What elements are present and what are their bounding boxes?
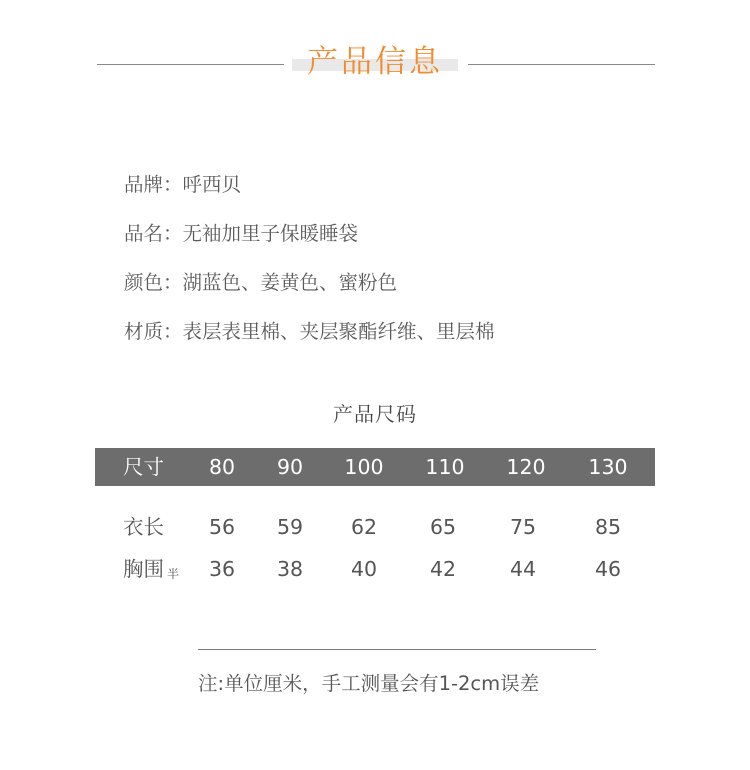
table-cell: 75 (509, 515, 537, 539)
table-cell: 59 (276, 515, 304, 539)
row-label: 胸围 半 (123, 557, 180, 581)
row-label: 衣长 (123, 515, 164, 539)
table-cell: 56 (208, 515, 236, 539)
header-rule-left (97, 64, 284, 65)
table-row (95, 509, 655, 545)
table-cell: 44 (509, 557, 537, 581)
table-cell: 85 (594, 515, 622, 539)
half-unit-mark: 半 (167, 567, 180, 581)
header-label: 尺寸 (123, 455, 164, 479)
header-rule-right (468, 64, 655, 65)
info-color: 颜色：湖蓝色、姜黄色、蜜粉色 (124, 271, 398, 294)
measurement-note: 注:单位厘米，手工测量会有1-2cm误差 (198, 672, 540, 695)
table-cell: 36 (208, 557, 236, 581)
page-title: 产品信息 (307, 44, 443, 80)
info-material: 材质：表层表里棉、夹层聚酯纤维、里层棉 (124, 320, 495, 343)
table-cell: 46 (594, 557, 622, 581)
header-size-cell: 130 (588, 455, 628, 479)
table-cell: 42 (429, 557, 457, 581)
header-title-wrap (292, 40, 458, 90)
header-size-cell: 90 (276, 455, 304, 479)
note-divider (198, 649, 596, 650)
header-size-cell: 120 (506, 455, 546, 479)
header-size-cell: 80 (208, 455, 236, 479)
table-cell: 65 (429, 515, 457, 539)
info-brand: 品牌：呼西贝 (124, 173, 242, 196)
info-product-name: 品名：无袖加里子保暖睡袋 (124, 222, 359, 245)
table-cell: 40 (350, 557, 378, 581)
table-cell: 62 (350, 515, 378, 539)
header-size-cell: 100 (344, 455, 384, 479)
size-table-header (95, 448, 655, 486)
size-table-title: 产品尺码 (333, 402, 417, 426)
table-row (95, 551, 655, 587)
header-size-cell: 110 (425, 455, 465, 479)
table-cell: 38 (276, 557, 304, 581)
product-info-list (124, 170, 495, 366)
section-header (0, 40, 750, 90)
